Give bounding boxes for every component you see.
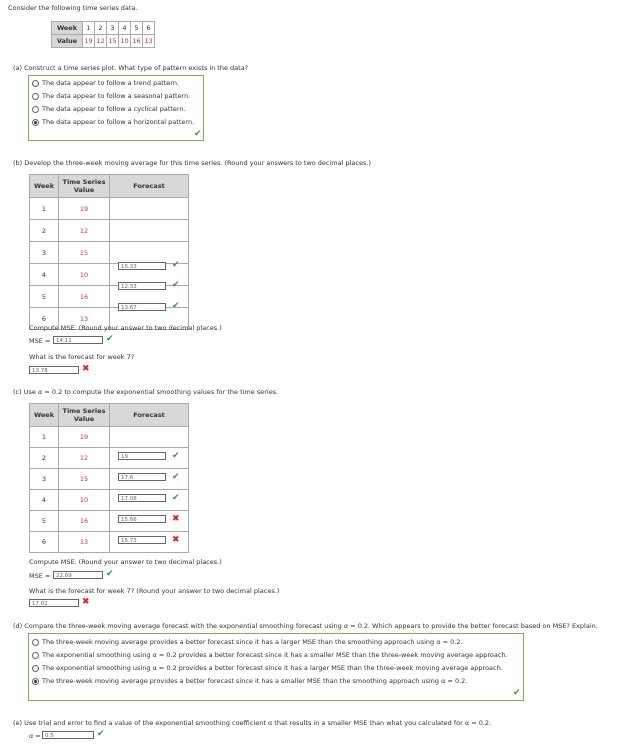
week7-forecast-input[interactable]: 17.02 (29, 599, 79, 607)
mse-input[interactable]: 22.69 (53, 571, 103, 579)
forecast-input[interactable]: 19 (118, 452, 166, 460)
forecast-input[interactable]: 15.66 (118, 515, 166, 523)
week-cell: 2 (30, 220, 59, 242)
forecast-cell (110, 198, 189, 220)
radio-button[interactable] (32, 652, 39, 659)
alpha-input[interactable]: 0.5 (42, 731, 94, 739)
part-a-option[interactable]: The data appear to follow a seasonal pattern. (32, 92, 190, 100)
week7-forecast-input[interactable]: 13.78 (29, 366, 79, 374)
forecast-input[interactable]: 12.33 (118, 282, 166, 290)
week-cell: 1 (30, 198, 59, 220)
value-cell: 12 (59, 448, 110, 469)
week-cell: 4 (119, 22, 131, 35)
forecast-cell (110, 427, 189, 448)
check-icon: ✔ (172, 301, 180, 311)
value-cell: 16 (59, 511, 110, 532)
part-a-option[interactable]: The data appear to follow a trend pattern. (32, 79, 179, 87)
week-cell: 6 (30, 532, 59, 553)
week-cell: 4 (30, 264, 59, 286)
alpha-label: α = (29, 732, 41, 740)
week-cell: 1 (30, 427, 59, 448)
intro-text: Consider the following time series data. (8, 4, 138, 12)
part-b-question: (b) Develop the three-week moving average for this time series. (Round your answers to two decimal places.) (13, 159, 371, 167)
value-cell: 12 (59, 220, 110, 242)
check-icon: ✔ (172, 472, 180, 482)
part-a-options-box (28, 75, 204, 141)
value-cell: 16 (131, 35, 143, 48)
radio-button[interactable] (32, 639, 39, 646)
value-cell: 15 (59, 242, 110, 264)
check-icon: ✔ (106, 334, 114, 344)
value-cell: 19 (83, 35, 95, 48)
week-row-label: Week (52, 22, 83, 35)
header-value: Time Series Value (59, 175, 110, 198)
radio-button[interactable] (32, 93, 39, 100)
check-icon: ✔ (513, 688, 521, 698)
value-cell: 19 (59, 427, 110, 448)
part-a-question: (a) Construct a time series plot. What type of pattern exists in the data? (13, 64, 249, 72)
radio-button-selected[interactable] (32, 119, 39, 126)
week-cell: 2 (95, 22, 107, 35)
check-icon: ✔ (172, 280, 180, 290)
part-a-option[interactable]: The data appear to follow a cyclical pattern. (32, 105, 186, 113)
value-cell: 15 (59, 469, 110, 490)
cross-icon: ✖ (172, 535, 180, 545)
mse-label: MSE = (29, 337, 51, 345)
forecast-cell (110, 220, 189, 242)
week-cell: 1 (83, 22, 95, 35)
check-icon: ✔ (172, 451, 180, 461)
value-cell: 10 (119, 35, 131, 48)
check-icon: ✔ (172, 493, 180, 503)
part-d-option-selected[interactable]: The three-week moving average provides a better forecast since it has a smaller MSE than the smoothing approach using α = 0.2. (32, 677, 467, 685)
radio-button[interactable] (32, 80, 39, 87)
week-cell: 3 (107, 22, 119, 35)
forecast-input[interactable]: 15.33 (118, 262, 166, 270)
cross-icon: ✖ (82, 364, 90, 374)
week-cell: 6 (143, 22, 155, 35)
week-cell: 5 (30, 511, 59, 532)
cross-icon: ✖ (172, 514, 180, 524)
value-cell: 13 (59, 308, 110, 330)
part-c-mse-prompt: Compute MSE. (Round your answer to two decimal places.) (29, 558, 222, 566)
header-forecast: Forecast (110, 175, 189, 198)
part-b-mse-prompt: Compute MSE. (Round your answer to two decimal places.) (29, 324, 222, 332)
mse-input[interactable]: 14.11 (53, 336, 103, 344)
time-series-table (51, 21, 155, 48)
value-cell: 15 (107, 35, 119, 48)
part-d-question: (d) Compare the three-week moving average forecast with the exponential smoothing forecast using α = 0.2. Which appears to provide the better forecast based on MSE? Explain. (13, 622, 598, 630)
part-a-option-selected[interactable]: The data appear to follow a horizontal pattern. (32, 118, 194, 126)
part-d-options-box (28, 633, 524, 701)
check-icon: ✔ (106, 569, 114, 579)
week-cell: 3 (30, 242, 59, 264)
week-cell: 6 (30, 308, 59, 330)
check-icon: ✔ (194, 129, 202, 139)
radio-button[interactable] (32, 106, 39, 113)
week-cell: 2 (30, 448, 59, 469)
part-d-option[interactable]: The exponential smoothing using α = 0.2 provides a better forecast since it has a smaller MSE than the three-week moving average approach. (32, 651, 508, 659)
value-cell: 13 (59, 532, 110, 553)
value-cell: 12 (95, 35, 107, 48)
header-forecast: Forecast (110, 404, 189, 427)
value-row-label: Value (52, 35, 83, 48)
week-cell: 3 (30, 469, 59, 490)
cross-icon: ✖ (82, 597, 90, 607)
week-cell: 5 (30, 286, 59, 308)
forecast-input[interactable]: 13.67 (118, 303, 166, 311)
forecast-input[interactable]: 17.6 (118, 473, 166, 481)
check-icon: ✔ (97, 729, 105, 739)
value-cell: 19 (59, 198, 110, 220)
part-d-option[interactable]: The exponential smoothing using α = 0.2 provides a better forecast since it has a larger MSE than the three-week moving average approach. (32, 664, 503, 672)
value-cell: 10 (59, 490, 110, 511)
part-d-option[interactable]: The three-week moving average provides a better forecast since it has a larger MSE than the smoothing approach using α = 0.2. (32, 638, 463, 646)
header-week: Week (30, 175, 59, 198)
forecast-input[interactable]: 15.73 (118, 536, 166, 544)
header-week: Week (30, 404, 59, 427)
part-c-question: (c) Use α = 0.2 to compute the exponential smoothing values for the time series. (13, 388, 279, 396)
week-cell: 4 (30, 490, 59, 511)
check-icon: ✔ (172, 260, 180, 270)
mse-label: MSE = (29, 572, 51, 580)
part-b-forecast-prompt: What is the forecast for week 7? (29, 353, 135, 361)
week-cell: 5 (131, 22, 143, 35)
forecast-input[interactable]: 17.08 (118, 494, 166, 502)
radio-button-selected[interactable] (32, 678, 39, 685)
radio-button[interactable] (32, 665, 39, 672)
value-cell: 10 (59, 264, 110, 286)
part-c-forecast-prompt: What is the forecast for week 7? (Round your answer to two decimal places.) (29, 587, 280, 595)
header-value: Time Series Value (59, 404, 110, 427)
part-e-question: (e) Use trial and error to find a value of the exponential smoothing coefficient α that results in a smaller MSE than what you calculated for α = 0.2. (13, 719, 492, 727)
value-cell: 13 (143, 35, 155, 48)
value-cell: 16 (59, 286, 110, 308)
